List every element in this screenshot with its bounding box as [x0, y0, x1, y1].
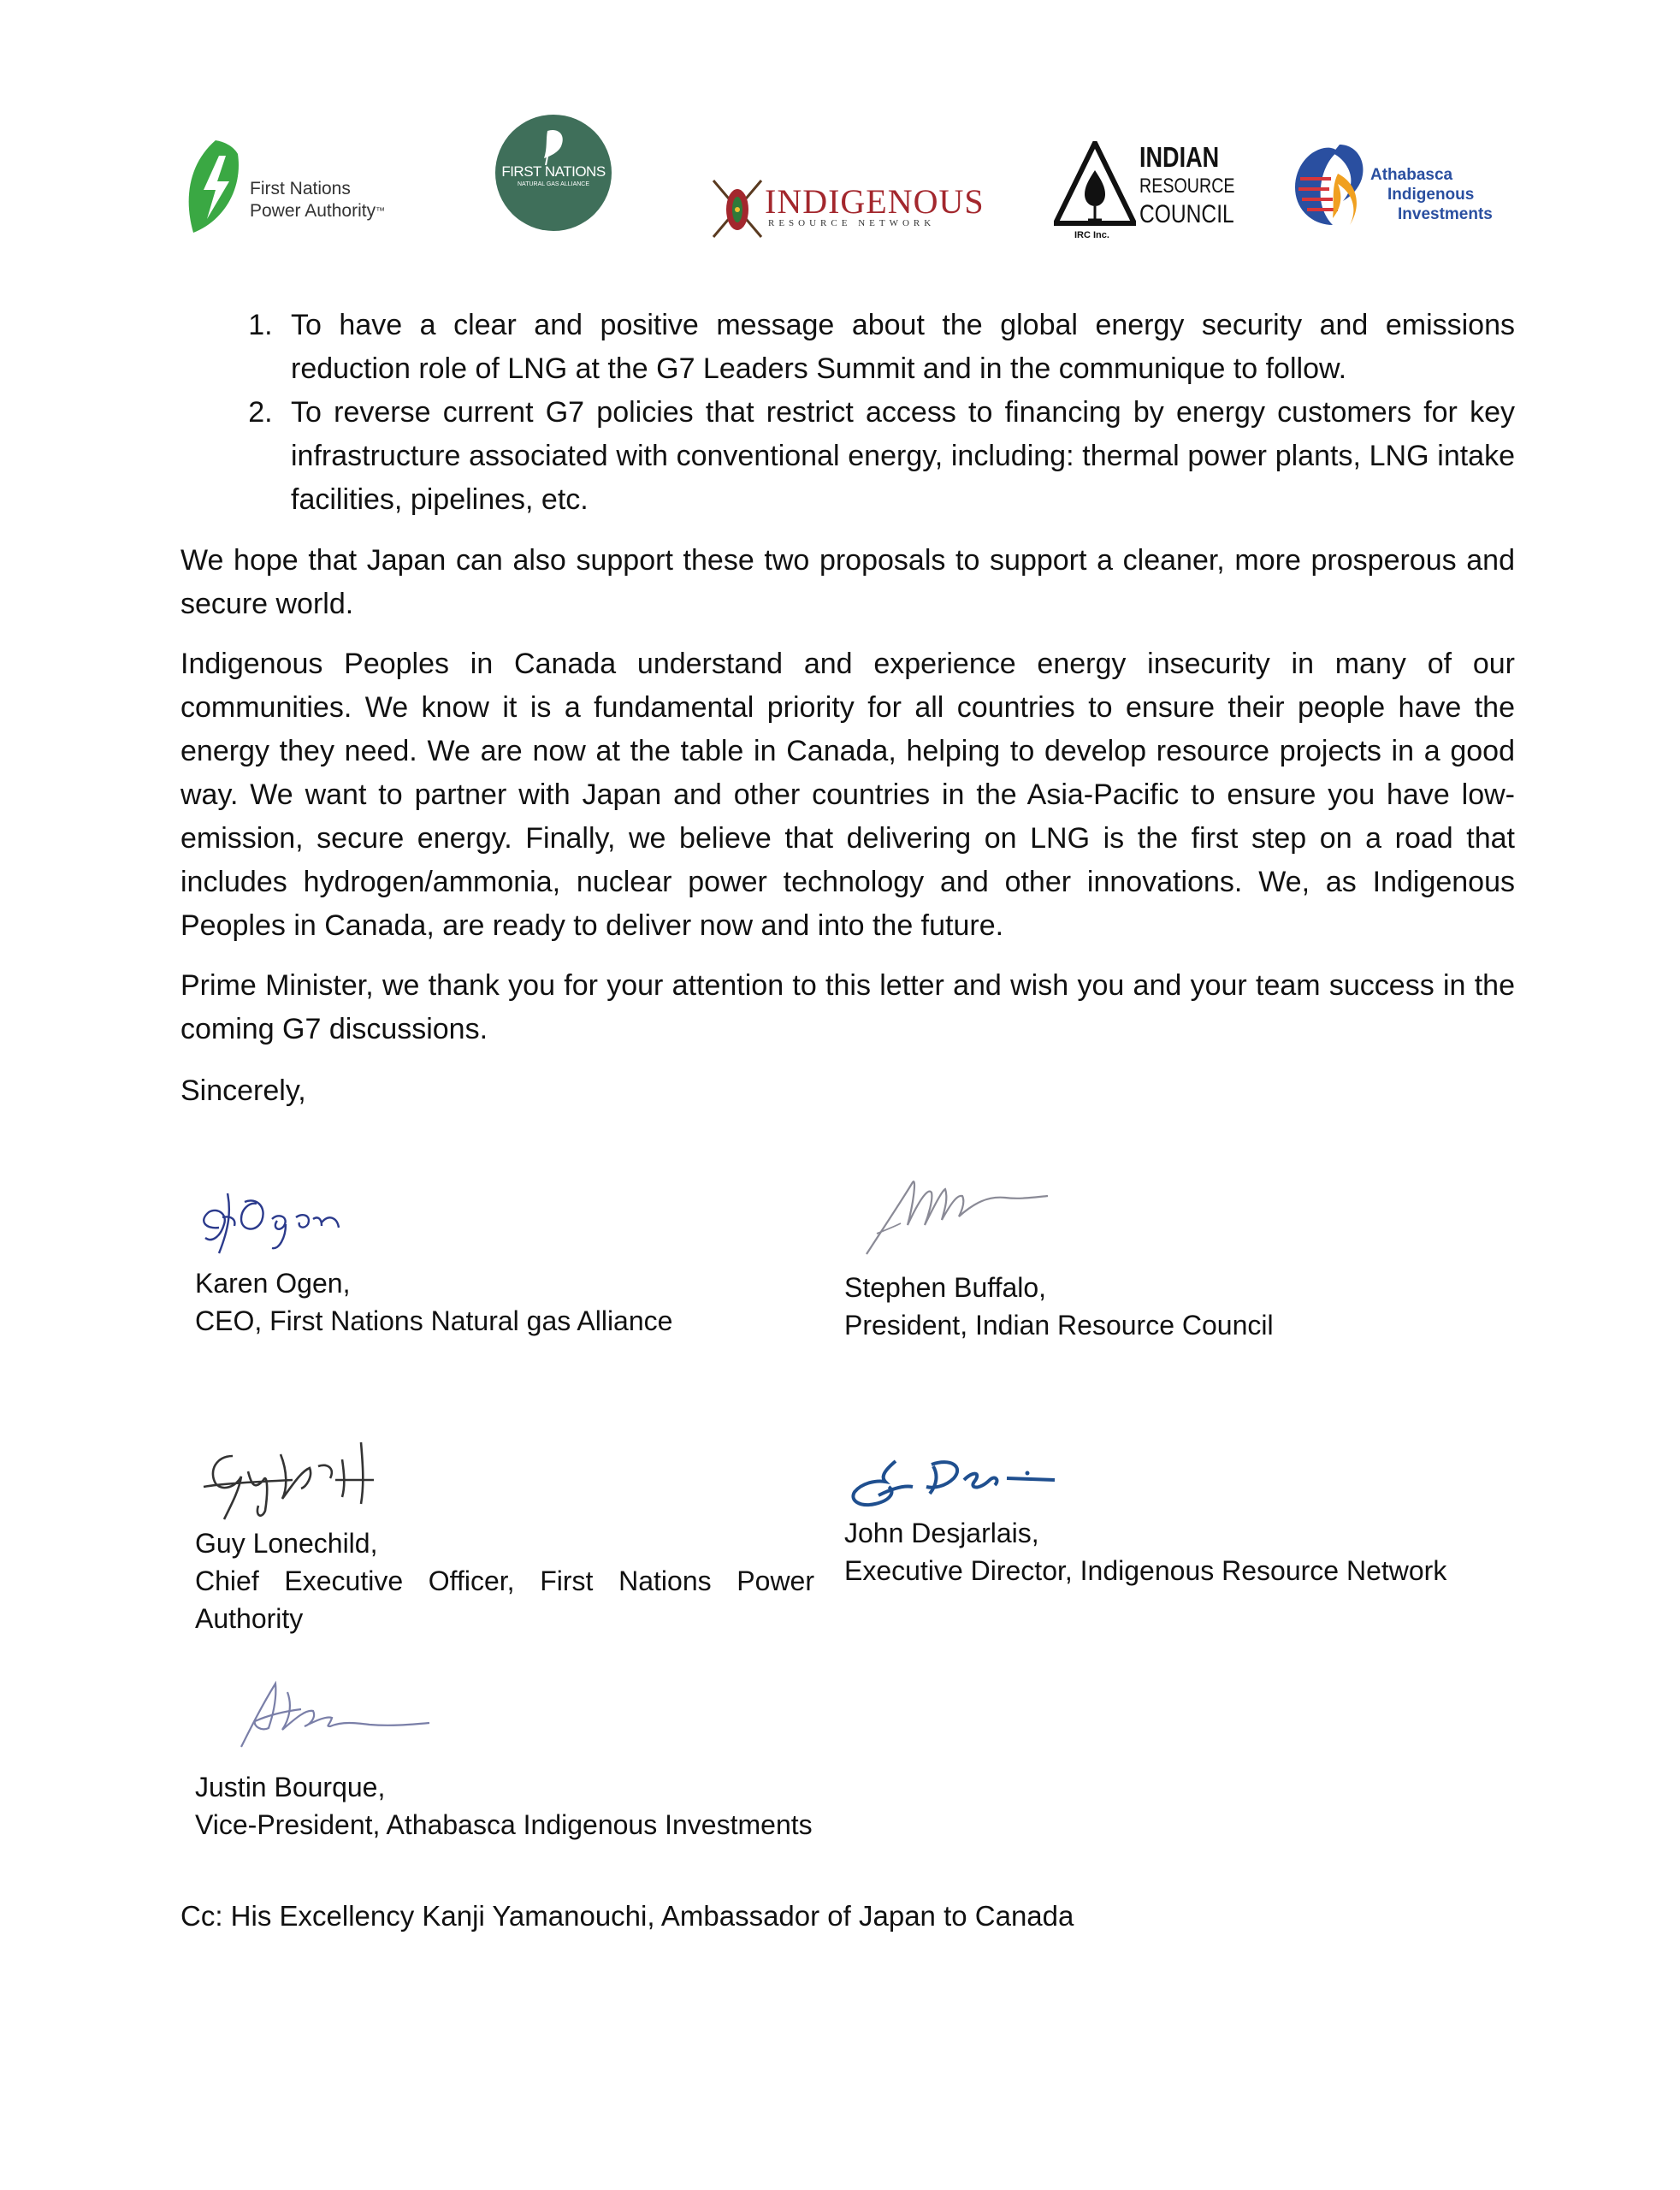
signatory-title: President, Indian Resource Council [844, 1310, 1274, 1341]
signatory-desjarlais [844, 1514, 1494, 1589]
signatory-lonechild [195, 1524, 814, 1637]
paragraph-thanks: Prime Minister, we thank you for your attention to this letter and wish you and your team success in the coming G7 discussions. [180, 969, 1515, 1045]
aii-line1: Athabasca [1370, 166, 1453, 184]
irc-line2: RESOURCE [1139, 175, 1235, 198]
signatory-title: Vice-President, Athabasca Indigenous Investments [195, 1809, 813, 1840]
aii-line3: Investments [1398, 205, 1493, 223]
leaf-lightning-icon [181, 137, 250, 238]
signature-buffalo [860, 1165, 1065, 1259]
fnnga-line2: NATURAL GAS ALLIANCE [517, 181, 590, 187]
irn-logo [710, 175, 985, 244]
fnnga-logo [494, 114, 612, 232]
signatory-title: Chief Executive Officer, First Nations Power Authority [195, 1566, 814, 1634]
signature-lonechild [198, 1437, 387, 1523]
signature-ogen [193, 1176, 373, 1262]
oil-derrick-triangle-icon [1054, 141, 1136, 230]
shield-spears-icon [710, 175, 765, 240]
signatory-name: Justin Bourque, [195, 1772, 386, 1802]
aii-line2: Indigenous [1387, 186, 1475, 204]
fnpa-line2: Power Authority [250, 201, 376, 221]
signatory-name: Guy Lonechild, [195, 1528, 378, 1559]
signatory-name: Stephen Buffalo, [844, 1272, 1047, 1303]
signatory-title: Executive Director, Indigenous Resource Network [844, 1555, 1447, 1586]
signatory-title: CEO, First Nations Natural gas Alliance [195, 1305, 673, 1336]
irn-line1: INDIGENOUS [765, 182, 985, 221]
signatory-ogen [195, 1264, 794, 1340]
fnnga-line1: FIRST NATIONS [501, 163, 606, 180]
cc-line: Cc: His Excellency Kanji Yamanouchi, Ambassador of Japan to Canada [180, 1900, 1074, 1932]
irc-line3: COUNCIL [1139, 200, 1234, 228]
request-item: 1. To have a clear and positive message about the global energy security and emissions reduction role of LNG at the G7 Leaders Summit and in the communique to follow. [281, 304, 1515, 391]
irc-sub: IRC Inc. [1074, 230, 1109, 240]
paragraph-hope: We hope that Japan can also support these two proposals to support a cleaner, more prosperous and secure world. [180, 544, 1515, 620]
fnpa-logo [181, 137, 404, 240]
irc-line1: INDIAN [1139, 141, 1220, 173]
signature-desjarlais [844, 1454, 1067, 1514]
letter-body [180, 304, 1515, 1113]
request-item: 2. To reverse current G7 policies that restrict access to financing by energy customers for key infrastructure associated with conventional energy, including: thermal power plants, LNG intake facilities, pipelines, etc. [281, 391, 1515, 522]
closing-salutation: Sincerely, [180, 1074, 306, 1107]
signatory-buffalo [844, 1269, 1443, 1344]
logo-header [0, 0, 1680, 274]
globe-flame-icon [1290, 139, 1375, 235]
request-list [180, 304, 1515, 522]
aii-logo [1290, 139, 1512, 242]
signatory-bourque [195, 1768, 879, 1844]
irn-line2: RESOURCE NETWORK [768, 218, 936, 228]
signature-bourque [236, 1675, 433, 1752]
signatory-name: Karen Ogen, [195, 1268, 351, 1299]
irc-logo [1054, 141, 1235, 244]
fnpa-line1: First Nations [250, 179, 351, 198]
signatory-name: John Desjarlais, [844, 1518, 1039, 1548]
paragraph-indigenous-peoples: Indigenous Peoples in Canada understand and experience energy insecurity in many of our communities. We know it is a fundamental priority for all countries to ensure their people have the energy they need. We are now at the table in Canada, helping to develop resource projects in a good way. We want to partner with Japan and other countries in the Asia-Pacific to ensure you have low-emission, secure energy. Finally, we believe that delivering on LNG is the first step on a road that includes hydrogen/ammonia, nuclear power technology and other innovations. We, as Indigenous Peoples in Canada, are ready to deliver now and into the future. [180, 648, 1515, 942]
fnpa-tm: ™ [376, 206, 386, 216]
